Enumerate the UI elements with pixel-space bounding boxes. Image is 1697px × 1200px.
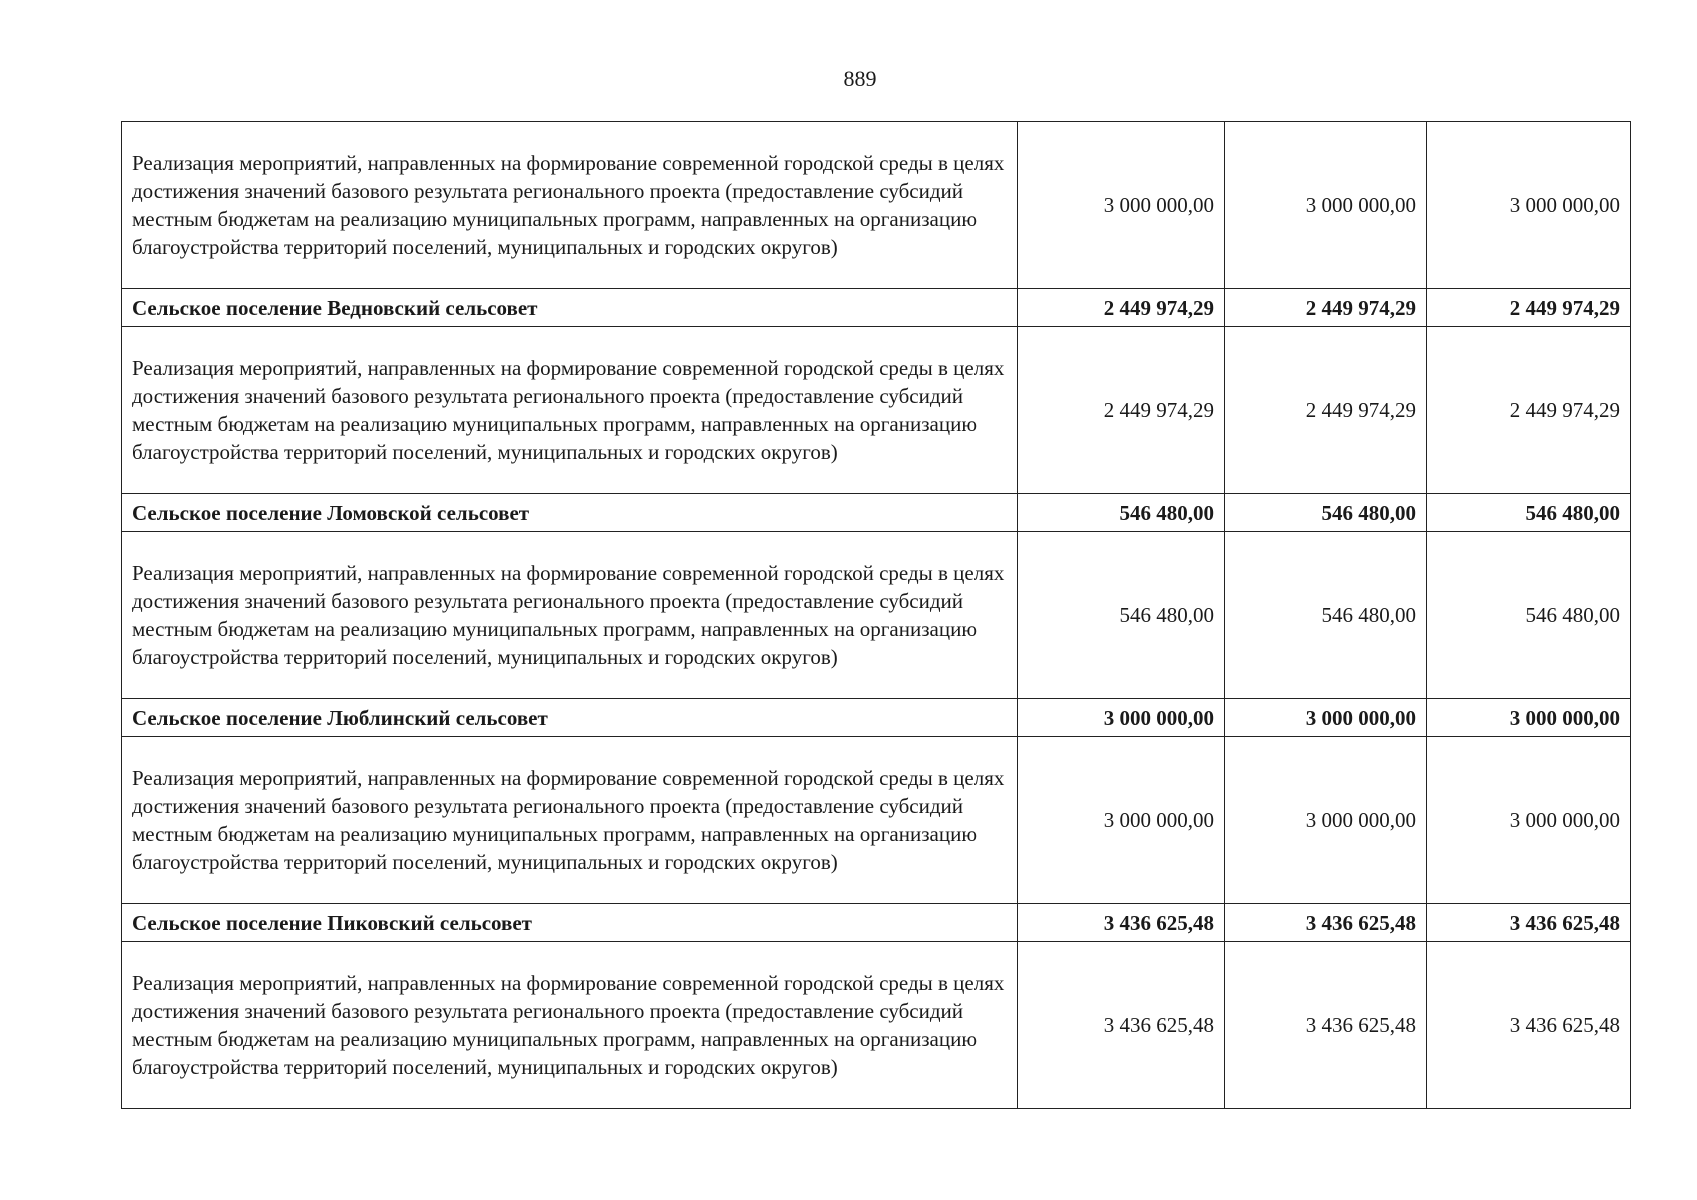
row-description: Реализация мероприятий, направленных на формирование современной городской среды в целях достижения значений базового результата регионального проекта (предоставление субсидий местным бюджетам на реализацию муниципальных программ, направленных на организацию благоустройства территорий поселений, муниципальных и городских округов): [122, 532, 1018, 699]
amount-year-2: 3 000 000,00: [1225, 699, 1427, 737]
amount-year-1: 3 000 000,00: [1018, 699, 1225, 737]
amount-year-3: 546 480,00: [1427, 494, 1631, 532]
row-description: Реализация мероприятий, направленных на формирование современной городской среды в целях достижения значений базового результата регионального проекта (предоставление субсидий местным бюджетам на реализацию муниципальных программ, направленных на организацию благоустройства территорий поселений, муниципальных и городских округов): [122, 942, 1018, 1109]
amount-year-1: 546 480,00: [1018, 494, 1225, 532]
amount-year-1: 3 436 625,48: [1018, 904, 1225, 942]
table-row-group: [122, 289, 1631, 327]
table-row-group: [122, 494, 1631, 532]
amount-year-1: 3 436 625,48: [1018, 942, 1225, 1109]
row-settlement-name: Сельское поселение Ведновский сельсовет: [122, 289, 1018, 327]
budget-table: [121, 121, 1631, 1109]
amount-year-3: 3 436 625,48: [1427, 904, 1631, 942]
row-description: Реализация мероприятий, направленных на формирование современной городской среды в целях достижения значений базового результата регионального проекта (предоставление субсидий местным бюджетам на реализацию муниципальных программ, направленных на организацию благоустройства территорий поселений, муниципальных и городских округов): [122, 327, 1018, 494]
amount-year-2: 3 000 000,00: [1225, 122, 1427, 289]
table-row-detail: [122, 737, 1631, 904]
table-row-group: [122, 699, 1631, 737]
table-row-group: [122, 904, 1631, 942]
amount-year-3: 3 000 000,00: [1427, 699, 1631, 737]
amount-year-3: 3 436 625,48: [1427, 942, 1631, 1109]
amount-year-3: 2 449 974,29: [1427, 289, 1631, 327]
row-description: Реализация мероприятий, направленных на формирование современной городской среды в целях достижения значений базового результата регионального проекта (предоставление субсидий местным бюджетам на реализацию муниципальных программ, направленных на организацию благоустройства территорий поселений, муниципальных и городских округов): [122, 737, 1018, 904]
row-settlement-name: Сельское поселение Люблинский сельсовет: [122, 699, 1018, 737]
row-settlement-name: Сельское поселение Пиковский сельсовет: [122, 904, 1018, 942]
amount-year-1: 3 000 000,00: [1018, 737, 1225, 904]
amount-year-1: 2 449 974,29: [1018, 289, 1225, 327]
amount-year-2: 3 436 625,48: [1225, 904, 1427, 942]
amount-year-1: 3 000 000,00: [1018, 122, 1225, 289]
amount-year-2: 546 480,00: [1225, 532, 1427, 699]
amount-year-2: 2 449 974,29: [1225, 289, 1427, 327]
amount-year-3: 546 480,00: [1427, 532, 1631, 699]
amount-year-2: 546 480,00: [1225, 494, 1427, 532]
table-row-detail: [122, 327, 1631, 494]
amount-year-3: 3 000 000,00: [1427, 737, 1631, 904]
amount-year-3: 2 449 974,29: [1427, 327, 1631, 494]
table-row-detail: [122, 122, 1631, 289]
row-description: Реализация мероприятий, направленных на формирование современной городской среды в целях достижения значений базового результата регионального проекта (предоставление субсидий местным бюджетам на реализацию муниципальных программ, направленных на организацию благоустройства территорий поселений, муниципальных и городских округов): [122, 122, 1018, 289]
table-row-detail: [122, 532, 1631, 699]
table-row-detail: [122, 942, 1631, 1109]
amount-year-2: 3 000 000,00: [1225, 737, 1427, 904]
amount-year-2: 2 449 974,29: [1225, 327, 1427, 494]
page-number: 889: [843, 66, 877, 91]
amount-year-2: 3 436 625,48: [1225, 942, 1427, 1109]
amount-year-3: 3 000 000,00: [1427, 122, 1631, 289]
amount-year-1: 2 449 974,29: [1018, 327, 1225, 494]
amount-year-1: 546 480,00: [1018, 532, 1225, 699]
row-settlement-name: Сельское поселение Ломовской сельсовет: [122, 494, 1018, 532]
